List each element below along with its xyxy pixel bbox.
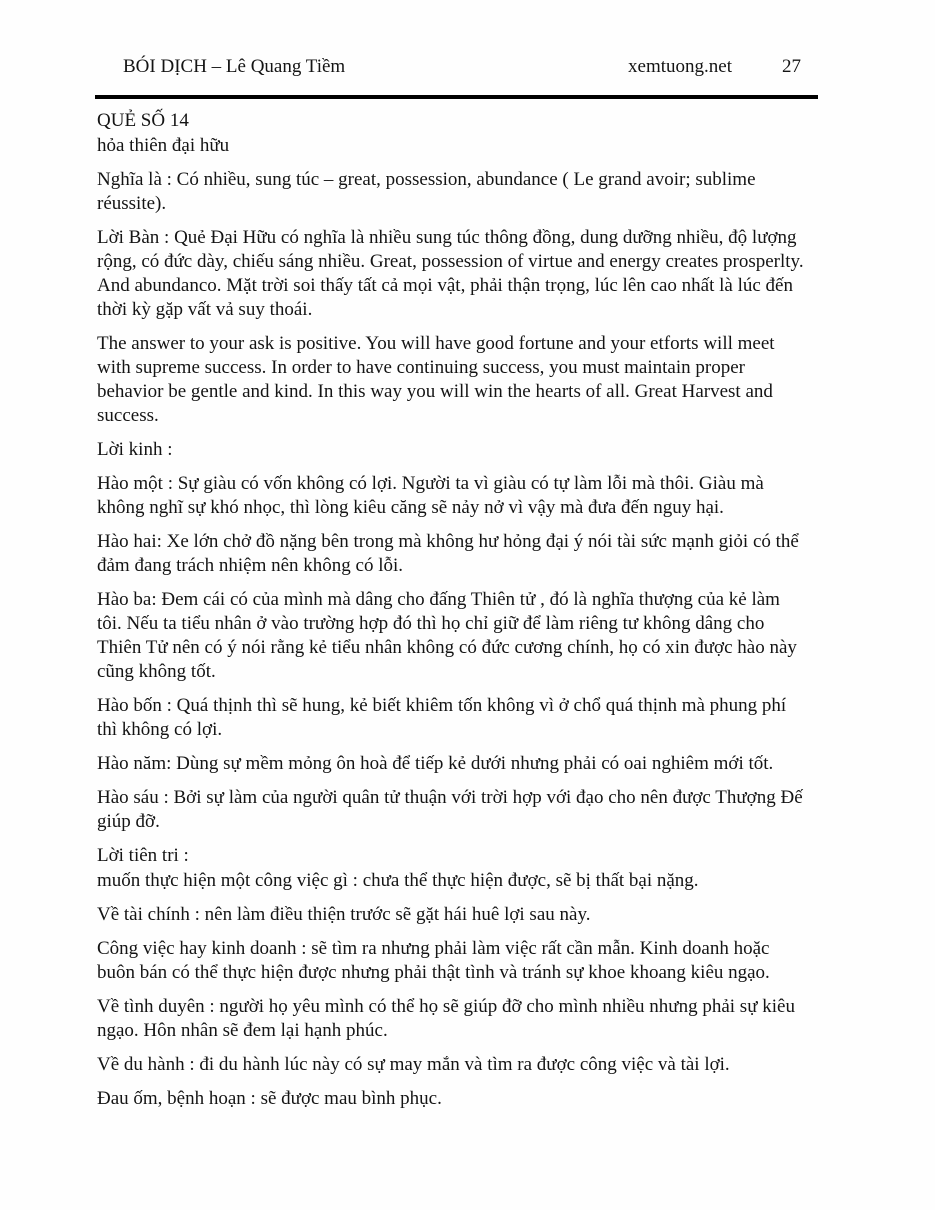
section-heading: QUẺ SỐ 14 <box>97 110 189 131</box>
header-site-name: xemtuong.net <box>628 56 732 77</box>
para-hao-6: Hào sáu : Bởi sự làm của người quân tử thuận với trời hợp với đạo cho nên được Thượng Đế giúp đỡ. <box>97 787 803 832</box>
document-body <box>97 104 807 1111</box>
header-divider-rule <box>95 95 818 99</box>
para-hao-5: Hào năm: Dùng sự mềm mỏng ôn hoà để tiếp kẻ dưới nhưng phải có oai nghiêm mới tốt. <box>97 753 774 774</box>
para-hao-2: Hào hai: Xe lớn chở đồ nặng bên trong mà không hư hỏng đại ý nói tài sức mạnh giỏi có thể đảm đang trách nhiệm nên không có lỗi. <box>97 531 799 576</box>
para-english-answer: The answer to your ask is positive. You will have good fortune and your etforts will meet with supreme success. In order to have continuing success, you must maintain proper behavior be gentle and kind. In this way you will win the hearts of all. Great Harvest and success. <box>97 333 775 426</box>
para-du-hanh: Về du hành : đi du hành lúc này có sự may mắn và tìm ra được công việc và tài lợi. <box>97 1054 730 1075</box>
para-benh-hoan: Đau ốm, bệnh hoạn : sẽ được mau bình phục. <box>97 1088 442 1109</box>
label-loi-kinh: Lời kinh : <box>97 439 173 460</box>
para-tai-chinh: Về tài chính : nên làm điều thiện trước sẽ gặt hái huê lợi sau này. <box>97 904 591 925</box>
para-tinh-duyen: Về tình duyên : người họ yêu mình có thể họ sẽ giúp đỡ cho mình nhiều nhưng phải sự kiêu ngạo. Hôn nhân sẽ đem lại hạnh phúc. <box>97 996 795 1041</box>
para-loi-ban: Lời Bàn : Quẻ Đại Hữu có nghĩa là nhiều sung túc thông đồng, dung dưỡng nhiều, độ lượng rộng, có đức dày, chiếu sáng nhiều. Great, possession of virtue and energy creates prosperlty. And abundanco. Mặt trời soi thấy tất cả mọi vật, phải thận trọng, lúc lên cao nhất là lúc đến thời kỳ gặp vất vả suy thoái. <box>97 227 804 320</box>
para-hao-3: Hào ba: Đem cái có của mình mà dâng cho đấng Thiên tử , đó là nghĩa thượng của kẻ làm tôi. Nếu ta tiểu nhân ở vào trường hợp đó thì họ chỉ giữ để làm riêng tư không dâng cho Thiên Tử nên có ý nói rằng kẻ tiểu nhân không có đức cương chính, họ có xin được hào này cũng không tốt. <box>97 589 797 682</box>
header-book-title: BÓI DỊCH – Lê Quang Tiềm <box>123 56 346 77</box>
para-hao-1: Hào một : Sự giàu có vốn không có lợi. Người ta vì giàu có tự làm lỗi mà thôi. Giàu mà không nghĩ sự khó nhọc, thì lòng kiêu căng sẽ nảy nở vì vậy mà đưa đến nguy hại. <box>97 473 764 518</box>
label-loi-tien-tri: Lời tiên tri : <box>97 845 189 866</box>
section-subheading: hỏa thiên đại hữu <box>97 135 230 156</box>
para-nghia-la: Nghĩa là : Có nhiều, sung túc – great, possession, abundance ( Le grand avoir; sublime réussite). <box>97 169 756 214</box>
para-prophecy: muốn thực hiện một công việc gì : chưa thể thực hiện được, sẽ bị thất bại nặng. <box>97 870 699 891</box>
para-kinh-doanh: Công việc hay kinh doanh : sẽ tìm ra nhưng phải làm việc rất cần mẫn. Kinh doanh hoặc buôn bán có thể thực hiện được nhưng phải thật tình và tránh sự khoe khoang kiêu ngạo. <box>97 938 770 983</box>
page-header <box>123 55 817 79</box>
para-hao-4: Hào bốn : Quá thịnh thì sẽ hung, kẻ biết khiêm tốn không vì ở chổ quá thịnh mà phung phí thì không có lợi. <box>97 695 787 740</box>
header-right-group <box>628 55 817 79</box>
header-page-number: 27 <box>782 56 801 77</box>
